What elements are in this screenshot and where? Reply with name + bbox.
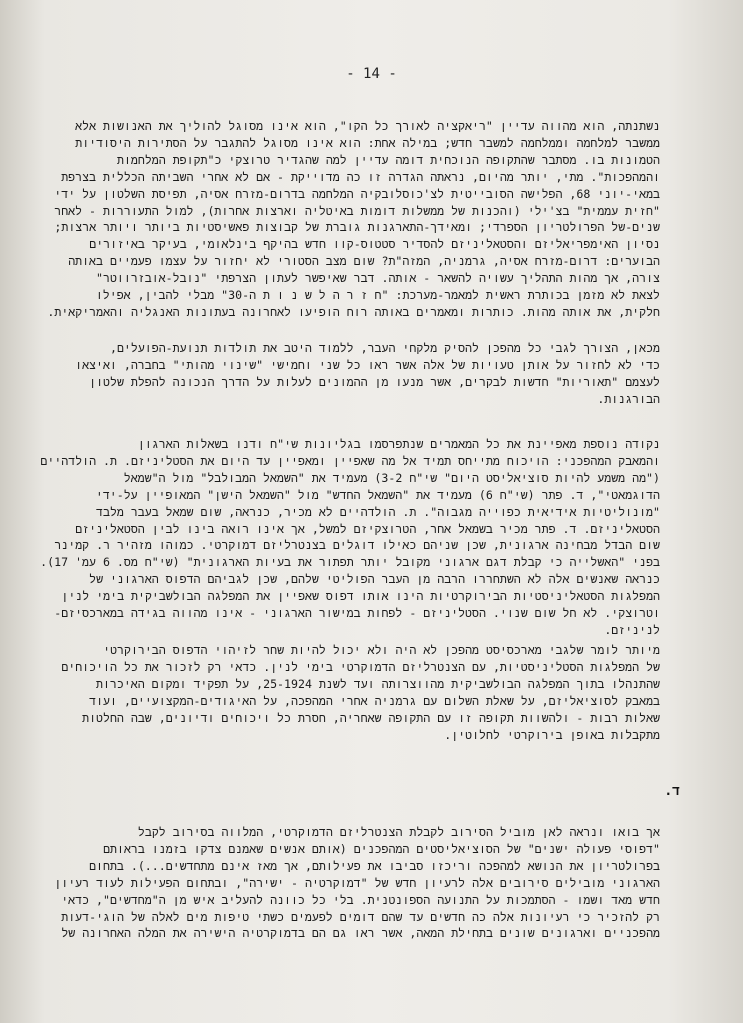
text-line: במאבק לסוציאליזם, על שאלת השלום עם גרמניה אחרי המהפכה, על האיגודים-המקצועיים, ועוד [89,693,660,708]
text-line: הבוערים: דרום-מזרח אסיה, גרמניה, המזה"ת? שום מצב הסטורי לא יחזור על עצמו פעמיים באותה [68,254,660,269]
text-line: נסיון האימפריאליזם והסטאליניזם להסדיר סטטוס-קוו חדש בהיקף בינלאומי, בעיקר באיזורים [89,237,660,252]
text-line: נקודה נוספת מאפיינת את כל המאמרים שנתפרסמו בגליונות שי"ח ודנו בשאלות הארגון [137,437,660,451]
text-line: לניניזם. [604,622,660,637]
text-line: כדי לא לחזור על אותן טעויות של אלה אשר ראו כל שני וחמישי "שינוי מהותי" בחברה, ואיצאו [75,357,660,372]
text-line: והמהפכות". מתי, יותר מהיום, נראתה הגדרה זו כה מדוייקת - אם לא אחרי השביתה הכללית בצרפת [61,169,660,184]
text-line: שהתנהלו בתוך המפלגה הבולשביקית מהווצרותה ועד לשנת 25-1924, על תפקיד ומקום האיכרות [96,676,660,691]
text-line: והמאבק המהפכני: הויכוח מתייחס תמיד אל מה שאפיין ומאפיין עד היום את הסטליניזם. ת. הולדהיים [40,453,660,468]
text-line: המפלגות הסטאליניסטיות הבירוקרטיות הינו אותו דפוס שאפיין את המפלגה הבולשביקית בימי לנין [61,589,660,604]
text-line: בפני "האשלייה כי קבלת דגם ארגוני מקובל יותר תפתור את בעיות הארגונית" (שי"ח מס. 6 עמ' 17). [40,555,660,570]
text-line: הסטאליניזם. ד. פתר מכיר בשמאל אחר, הטרוצקיזם למשל, אך אינו רואה בינו לבין הסטאליניזם [75,521,660,536]
text-line: הדוגמאטי", ד. פתר (שי"ח 6) מעמיד את "השמאל החדש" מול "השמאל הישן" המאופיין על-ידי [95,487,660,502]
text-line: שום הבדל מבחינה ארגונית, שכן שניהם כאילו דוגלים בצנטרליזם דמוקרטי. כמוהו מזהיר ר. קמינר [54,538,660,553]
text-line: הבורגנות. [597,391,660,406]
text-line: חדש מאד ושמו - הסתמכות על התנועה הספונטנית. בלי כל כוונה להעליב איש מן ה"מחדשים", כדאי [61,892,660,907]
text-line: לצאת לא מזמן בכותרת ראשית למאמר-מערכת: "ח ז ר ה ל ש נ ו ת ה-30" מבלי להבין, אפילו [95,288,660,303]
text-line: שנים-של הפרולטריון הספרדי; ומאידך-התארגנות גוברת של קבוצות פאשיסטיות ביותר ויותר ארצות; [54,220,660,235]
text-line: "דפוסי פעולה ישנים" של הסוציאליסטים המהפכנים (אותם אנשים שאמנם צדקו בזמנו בראותם [103,841,660,856]
text-line: בפרולטריון את הנושא למהפכה וריכזו סביבו את פעילותם, אך מאז אינם מתחדשים...). בתחום [89,858,660,873]
text-line: חלקית, את אותה מהות. כותרות ומאמרים באותה רוח הופיעו לאחרונה בעתונות האנגליה והאמריקאית. [47,304,660,319]
text-line: "חזית עממית" בצ'ילי (והכנות של ממשלות דומות באיטליה וארצות אחרות), למול התעוררות - לאחר [54,203,660,218]
text-line: אך בואו ונראה לאן מוביל הסירוב לקבלת הצנטרליזם הדמוקרטי, המלווה בסירוב לקבל [137,825,660,839]
text-line: כנראה שאנשים אלה לא השתחררו הרבה מן העבר הפוליטי שלהם, שכן לגביהם הדפוס הארגוני של [89,572,660,587]
text-line: מהפכניים וארגונים שונים בתחילת המאה, אשר ראו גם הם בדמוקרטיה הישירה את המלה האחרונה של [61,926,660,941]
text-line: שאלות רבות - ולהשוות תקופה זו עם התקופה שאחריה, חסרת כל ויכוחים ודיונים, שבה החלטות [82,710,660,725]
text-line: רק להזכיר כי רעיונות אלה כה חדשים עד שהם דומים לפעמים כשתי טיפות מים לאלה של הוגי-דעות [61,909,660,924]
paragraph-2 [75,340,660,408]
section-heading: ד. [664,784,680,799]
text-line: מכאן, הצורך לגבי כל מהפכן להסיק מלקחי העבר, ללמוד היטב את תולדות תנועת-הפועלים, [110,341,660,355]
paragraph-5 [54,824,660,942]
text-line: של המפלגות הסטליניסטיות, עם הצנטרליזם הדמוקרטי בימי לנין. כדאי רק לזכור את כל הויכוחים [61,659,660,674]
text-line: במאי-יוני 68, הפלישה הסובייטית לצ'כוסלובקיה המלחמה בדרום-מזרח אסיה, תפיסת השלטון על ידי [54,186,660,201]
text-line: לעצמם "תאוריות" חדשות לבקרים, אשר מנעו מן ההמונים לעלות על הדרך הנכונה להפלת שלטון [89,374,660,389]
text-line: וטרוצקי. לא חל שום שנוי. הסטליניזם - לפחות במישור הארגוני - אינו מהווה בגידה במארכסיזם- [54,606,660,621]
text-line: "מונוליטיות אידיאית כפוייה מגבוה". ת. הולדהיים לא מכיר, כנראה, שום שמאל בעבר מלבד [96,504,660,519]
text-line: הטמונות בו. מסתבר שהתקופה הנוכחית דומה עדיין למה שהגדיר טרוצקי כ"תקופת המלחמות [117,152,660,167]
paragraph-4 [61,642,660,743]
page-number: - 14 - [346,66,397,82]
text-line: ("מה משמע להיות סוציאליסט היום" שי"ח 3-2) מעמיד את "השמאל המבולבל" מול ה"שמאל [123,470,660,485]
text-line: נשתנתה, הוא מהווה עדיין "ריאקציה לאורך כל הקו", הוא אינו מסוגל להוליך את האנושות אלא [75,119,660,133]
text-line: צורה, אך מהות התהליך עשויה להשאר - אותה. דבר שאיפשר לעתון הצרפתי "נובל-אובזרווטר" [96,271,660,286]
text-line: הארגוני מובילים סירובים אלה לרעיון חדש של "דמוקרטיה - ישירה", ובתחום הפעילות לעוד רעיון [54,875,660,890]
text-line: מתקבלות באופן בירוקרטי לחלוטין. [444,727,660,742]
text-line: ממשבר למלחמה וממלחמה למשבר חדש; במילה אחת: הוא אינו מסוגל להתגבר על הסתירות היסודיות [75,135,660,150]
paragraph-3 [40,436,660,639]
text-line: מיותר לומר שלגבי מארכסיסט מהפכן לא היה ולא יכול להיות שחר לזיהוי הדפוס הבירוקרטי [103,643,660,657]
paragraph-1 [47,118,660,321]
